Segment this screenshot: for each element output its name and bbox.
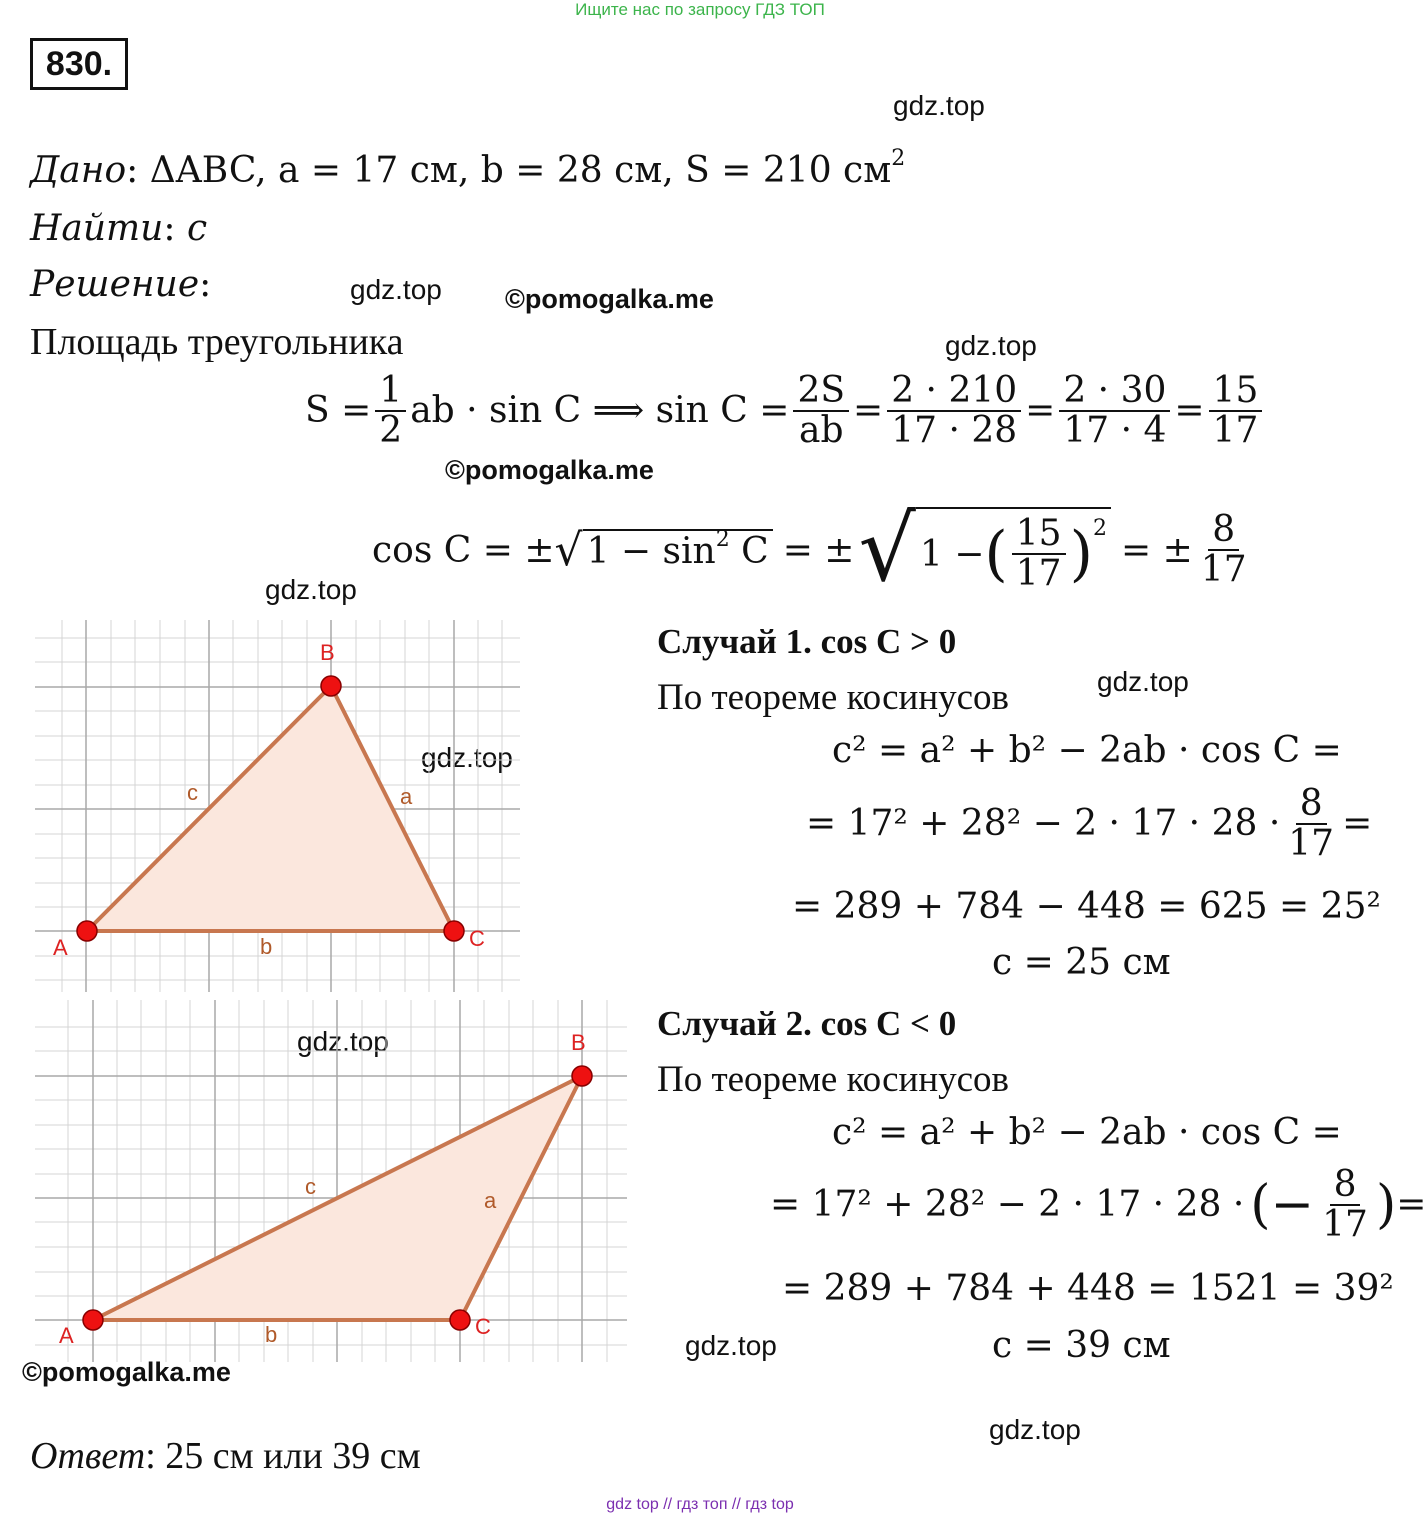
area-text: Площадь треугольника xyxy=(30,321,404,363)
label-A-2: A xyxy=(59,1323,74,1348)
sqrt-sign: √ xyxy=(554,524,583,576)
case2-l2-num: 8 xyxy=(1330,1166,1361,1206)
label-c-1: c xyxy=(187,780,198,805)
given-label: Дано xyxy=(30,150,127,191)
case2-l2-pre: = 17² + 28² − 2 · 17 · 28 · xyxy=(770,1184,1245,1226)
case2-line3: = 289 + 784 + 448 = 1521 = 39² xyxy=(782,1268,1394,1309)
f2-res-pre: = ± xyxy=(1121,529,1193,571)
given-text: ΔABC, a = 17 см, b = 28 см, S = 210 см xyxy=(149,150,892,191)
case1-l2-num: 8 xyxy=(1296,785,1327,825)
case2-line4: c = 39 см xyxy=(992,1325,1171,1366)
find-label: Найти xyxy=(30,208,164,249)
case1-line3: = 289 + 784 − 448 = 625 = 25² xyxy=(792,886,1381,927)
formula-cos xyxy=(372,497,1255,602)
case2-title: Случай 2. cos C < 0 xyxy=(657,1004,957,1043)
f2-mid: = ± xyxy=(782,529,855,571)
formula-sin xyxy=(305,372,1266,450)
problem-number: 830. xyxy=(30,38,128,90)
watermark-pomogalka: ©pomogalka.me xyxy=(22,1357,231,1387)
case1-theorem: По теореме косинусов xyxy=(657,677,1010,718)
label-c-2: c xyxy=(305,1174,316,1199)
triangle-diagram-1 xyxy=(35,620,520,992)
case2-l2-post: = xyxy=(1396,1184,1426,1226)
f2-res-den: 17 xyxy=(1200,549,1247,590)
case1-line1: c² = a² + b² − 2ab · cos C = xyxy=(832,730,1342,771)
label-B-1: B xyxy=(320,640,335,665)
root2-pre: 1 − xyxy=(919,533,985,575)
sqrt-sign-big: √ xyxy=(858,497,916,602)
case1-title: Случай 1. cos C > 0 xyxy=(657,622,957,661)
vertex-a-2 xyxy=(83,1310,103,1330)
f1-f3-den: 17 · 4 xyxy=(1063,409,1167,451)
case1-l2-pre: = 17² + 28² − 2 · 17 · 28 · xyxy=(806,803,1281,845)
label-A-1: A xyxy=(53,935,68,960)
solution-line: Решение: xyxy=(30,264,212,305)
root1-text: 1 − sin xyxy=(586,530,716,572)
watermark-gdz: gdz.top xyxy=(421,742,513,773)
case2-line2 xyxy=(770,1166,1426,1244)
label-a-1: a xyxy=(400,784,413,809)
label-B-2: B xyxy=(571,1030,586,1055)
case1-line2 xyxy=(806,785,1372,863)
case2-line1: c² = a² + b² − 2ab · cos C = xyxy=(832,1112,1342,1153)
solution-label: Решение xyxy=(30,264,200,305)
footer-links: gdz top // гдз топ // гдз top xyxy=(606,1496,794,1513)
f1-eq: = xyxy=(1174,390,1205,432)
f1-f2-num: 2 · 210 xyxy=(887,372,1021,412)
answer-label: Ответ xyxy=(30,1435,146,1477)
label-C-2: C xyxy=(475,1314,491,1339)
watermark-gdz: gdz.top xyxy=(685,1330,777,1361)
root1-tail: C xyxy=(729,530,769,572)
watermark-gdz: gdz.top xyxy=(945,330,1037,361)
top-banner: Ищите нас по запросу ГДЗ ТОП xyxy=(575,0,825,19)
vertex-b-2 xyxy=(572,1066,592,1086)
root1-exp: 2 xyxy=(715,526,730,552)
f1-f4-den: 17 xyxy=(1212,409,1259,451)
f1-half-num: 1 xyxy=(375,372,406,412)
find-value: c xyxy=(186,208,208,249)
triangle-diagram-2 xyxy=(35,1000,627,1362)
vertex-c-1 xyxy=(444,921,464,941)
case1-l2-post: = xyxy=(1342,803,1373,845)
f1-mid: ab · sin C ⟹ sin C = xyxy=(410,390,790,432)
given-exp: 2 xyxy=(891,146,906,171)
vertex-a-1 xyxy=(77,921,97,941)
paren-close: ) xyxy=(1069,519,1094,589)
f1-eq: = xyxy=(1025,390,1056,432)
f1-f3-num: 2 · 30 xyxy=(1059,372,1170,412)
vertex-b-1 xyxy=(321,676,341,696)
watermark-gdz: gdz.top xyxy=(297,1026,389,1057)
case2-l2-close: ) xyxy=(1375,1174,1397,1235)
label-b-2: b xyxy=(265,1322,278,1347)
watermark-pomogalka: ©pomogalka.me xyxy=(505,284,714,314)
label-b-1: b xyxy=(260,934,273,959)
label-a-2: a xyxy=(484,1188,497,1213)
label-C-1: C xyxy=(469,926,485,951)
f1-f4-num: 15 xyxy=(1209,372,1263,412)
f1-eq: = xyxy=(853,390,884,432)
f1-half-den: 2 xyxy=(379,409,403,451)
case2-theorem: По теореме косинусов xyxy=(657,1059,1010,1100)
watermark-gdz: gdz.top xyxy=(893,90,985,121)
case2-l2-open: (− xyxy=(1250,1174,1315,1235)
root2-exp: 2 xyxy=(1093,515,1108,541)
f1-lhs: S = xyxy=(305,390,372,432)
case1-l2-den: 17 xyxy=(1288,822,1335,864)
find-line: Найти: c xyxy=(30,208,208,249)
case1-line4: c = 25 см xyxy=(992,942,1171,983)
f2-res-num: 8 xyxy=(1208,511,1239,551)
watermark-gdz: gdz.top xyxy=(350,274,442,305)
f1-f1-den: ab xyxy=(798,409,844,451)
root1 xyxy=(583,526,773,572)
answer-value: 25 см или 39 см xyxy=(165,1435,421,1477)
given-line: Дано: ΔABC, a = 17 см, b = 28 см, S = 210 $см^2$ xyxy=(30,146,906,191)
watermark-pomogalka: ©pomogalka.me xyxy=(445,455,654,485)
vertex-c-2 xyxy=(450,1310,470,1330)
case2-l2-den: 17 xyxy=(1322,1203,1368,1245)
f2-lhs: cos C = ± xyxy=(372,529,555,571)
root2-num: 15 xyxy=(1012,515,1066,555)
root2-den: 17 xyxy=(1015,553,1062,594)
watermark-gdz: gdz.top xyxy=(265,574,357,605)
f1-f1-num: 2S xyxy=(793,372,849,412)
watermark-gdz: gdz.top xyxy=(1097,666,1189,697)
answer-line: Ответ: 25 см или 39 см xyxy=(30,1435,421,1477)
root2 xyxy=(916,507,1111,593)
paren-open: ( xyxy=(984,519,1008,589)
f1-f2-den: 17 · 28 xyxy=(891,409,1018,451)
watermark-gdz: gdz.top xyxy=(989,1414,1081,1445)
